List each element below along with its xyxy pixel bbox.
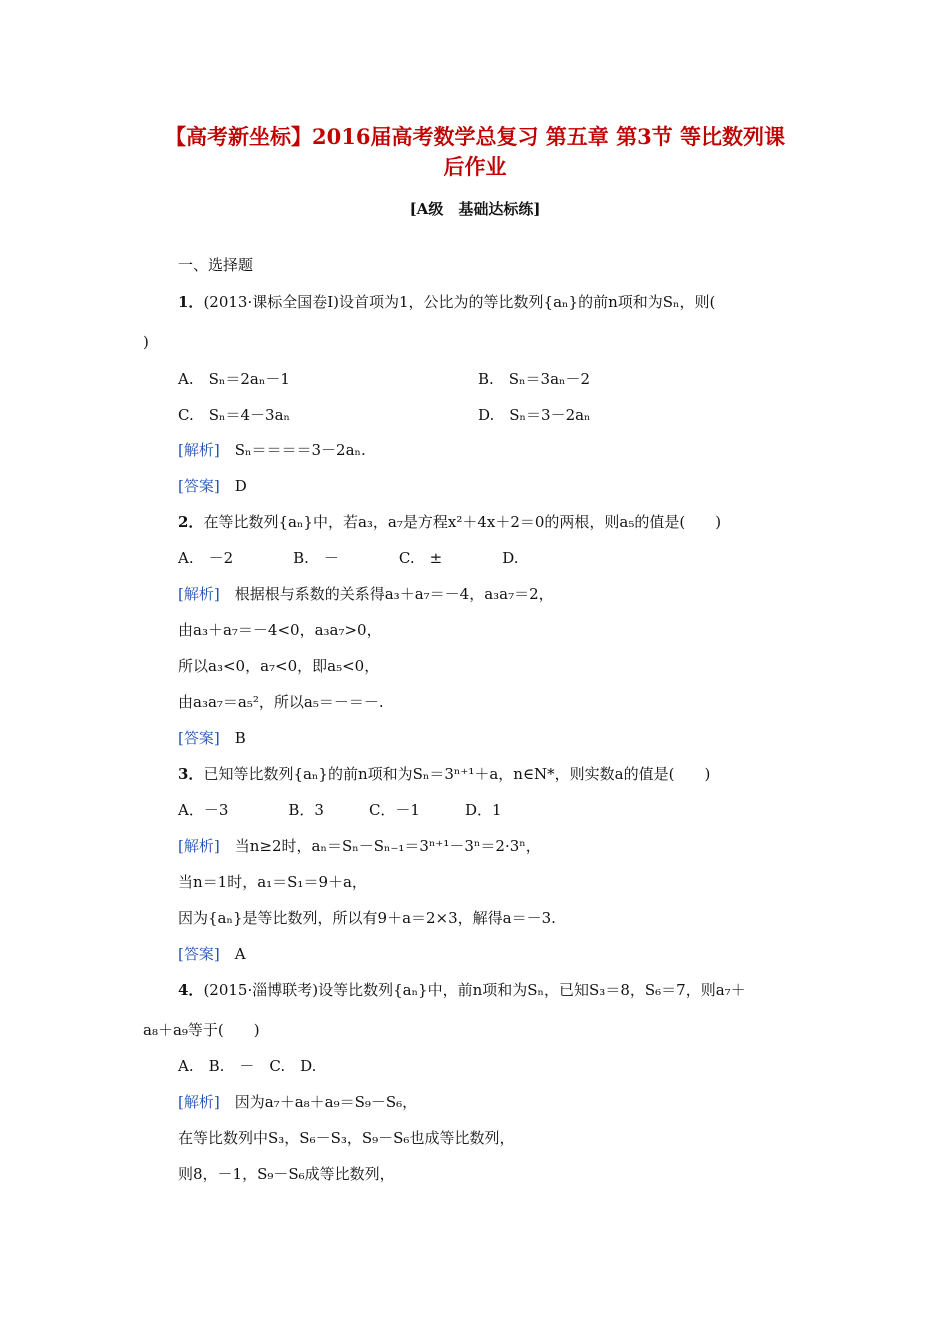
analysis-tag: [解析] bbox=[178, 441, 220, 459]
q2-options: A. －2 B. － C. ± D. bbox=[178, 549, 519, 567]
answer-tag: [答案] bbox=[178, 477, 220, 495]
q3-answer-text: A bbox=[234, 945, 246, 963]
q4-analysis-text-1: 因为a₇＋a₈＋a₉＝S₉－S₆， bbox=[234, 1093, 418, 1111]
q3-analysis-text-2: 当n＝1时，a₁＝S₁＝9＋a， bbox=[178, 873, 367, 891]
q3-answer bbox=[178, 944, 246, 964]
answer-tag: [答案] bbox=[178, 945, 220, 963]
q1-answer-text: D bbox=[234, 477, 247, 495]
q3-number: 3． bbox=[178, 765, 204, 783]
q1-stem-cont: ) bbox=[143, 333, 149, 351]
q4-stem bbox=[178, 980, 746, 1000]
q4-number: 4． bbox=[178, 981, 204, 999]
q1-analysis-text: Sₙ＝＝＝＝3－2aₙ. bbox=[234, 441, 366, 459]
q1-stem bbox=[178, 292, 715, 312]
q3-text: 已知等比数列{aₙ}的前n项和为Sₙ＝3ⁿ⁺¹＋a，n∈N*，则实数a的值是( ) bbox=[203, 765, 711, 783]
analysis-tag: [解析] bbox=[178, 1093, 220, 1111]
q1-number: 1． bbox=[178, 293, 204, 311]
q2-answer-text: B bbox=[234, 729, 246, 747]
level-heading: [A级 基础达标练] bbox=[409, 200, 541, 218]
analysis-tag: [解析] bbox=[178, 585, 220, 603]
q1-option-a: A. Sₙ＝2aₙ－1 bbox=[178, 370, 290, 388]
q3-analysis bbox=[178, 836, 541, 856]
q2-number: 2． bbox=[178, 513, 204, 531]
q1-text: (2013·课标全国卷Ⅰ)设首项为1，公比为的等比数列{aₙ}的前n项和为Sₙ，则( bbox=[203, 293, 716, 311]
document-title bbox=[140, 122, 810, 182]
q3-stem bbox=[178, 764, 710, 784]
q2-analysis-text-4: 由a₃a₇＝a₅²，所以a₅＝－＝－. bbox=[178, 693, 384, 711]
section-heading: 一、选择题 bbox=[178, 256, 254, 274]
q4-options: A. B. － C. D. bbox=[178, 1057, 317, 1075]
analysis-tag: [解析] bbox=[178, 837, 220, 855]
title-line-1: 【高考新坐标】2016届高考数学总复习 第五章 第3节 等比数列课 bbox=[165, 124, 785, 149]
q4-text: (2015·淄博联考)设等比数列{aₙ}中，前n项和为Sₙ，已知S₃＝8，S₆＝7，则a₇＋ bbox=[203, 981, 746, 999]
q2-stem bbox=[178, 512, 721, 532]
q2-text: 在等比数列{aₙ}中，若a₃，a₇是方程x²＋4x＋2＝0的两根，则a₅的值是( ) bbox=[203, 513, 722, 531]
q3-analysis-text-3: 因为{aₙ}是等比数列，所以有9＋a＝2×3，解得a＝－3. bbox=[178, 909, 556, 927]
q1-option-d: D. Sₙ＝3－2aₙ bbox=[478, 406, 591, 424]
q1-option-c: C. Sₙ＝4－3aₙ bbox=[178, 406, 290, 424]
q4-analysis bbox=[178, 1092, 417, 1112]
q2-analysis-text-3: 所以a₃<0，a₇<0，即a₅<0， bbox=[178, 657, 380, 675]
q2-analysis-text-1: 根据根与系数的关系得a₃＋a₇＝－4，a₃a₇＝2， bbox=[234, 585, 554, 603]
q1-option-b: B. Sₙ＝3aₙ－2 bbox=[478, 370, 591, 388]
q4-analysis-text-2: 在等比数列中S₃，S₆－S₃，S₉－S₆也成等比数列， bbox=[178, 1129, 515, 1147]
q2-analysis bbox=[178, 584, 554, 604]
title-line-2: 后作业 bbox=[443, 154, 507, 179]
answer-tag: [答案] bbox=[178, 729, 220, 747]
q3-options: A．－3 B．3 C．－1 D．1 bbox=[178, 801, 502, 819]
q3-analysis-text-1: 当n≥2时，aₙ＝Sₙ－Sₙ₋₁＝3ⁿ⁺¹－3ⁿ＝2·3ⁿ， bbox=[234, 837, 541, 855]
q2-analysis-text-2: 由a₃＋a₇＝－4<0，a₃a₇>0， bbox=[178, 621, 382, 639]
q1-analysis bbox=[178, 440, 366, 460]
q1-answer bbox=[178, 476, 247, 496]
q4-stem-cont: a₈＋a₉等于( ) bbox=[143, 1021, 260, 1039]
q4-analysis-text-3: 则8，－1，S₉－S₆成等比数列， bbox=[178, 1165, 395, 1183]
q2-answer bbox=[178, 728, 246, 748]
